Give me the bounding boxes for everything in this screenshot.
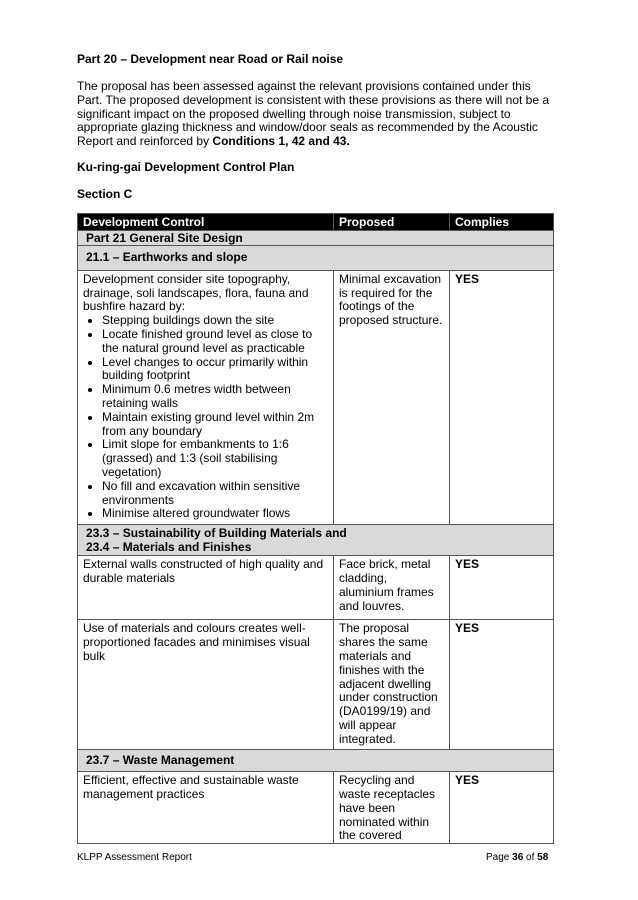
colours-complies-cell: YES	[450, 620, 554, 749]
header-proposed: Proposed	[334, 214, 450, 231]
list-item: • Locate finished ground level as close to the natural ground level as practicable	[102, 328, 328, 356]
list-item: • Maintain existing ground level within 2m from any boundary	[102, 411, 328, 439]
list-item: • Level changes to occur primarily within building footprint	[102, 356, 328, 384]
earthworks-bullet-list	[83, 314, 328, 521]
part-heading: Part 20 – Development near Road or Rail noise	[77, 52, 344, 66]
section-label-waste: 23.7 – Waste Management	[78, 749, 554, 772]
paragraph-conditions: Conditions 1, 42 and 43.	[212, 134, 350, 149]
list-item: • Minimise altered groundwater flows	[102, 507, 328, 521]
footer-page-word: Page	[486, 852, 510, 863]
earthworks-complies-cell: YES	[450, 270, 554, 524]
table-row-colours	[78, 620, 554, 749]
section-heading: Section C	[77, 187, 133, 201]
footer-of-word: of	[526, 852, 535, 863]
section-label-earthworks: 21.1 – Earthworks and slope	[78, 246, 554, 271]
table-row-walls	[78, 556, 554, 620]
earthworks-intro: Development consider site topography, drainage, soli landscapes, flora, fauna and bushfire hazard by:	[83, 271, 309, 314]
earthworks-proposed-cell: Minimal excavation is required for the footings of the proposed structure.	[334, 270, 450, 524]
section-label-materials-line1: 23.3 – Sustainability of Building Materials and	[86, 526, 347, 541]
list-item: • Minimum 0.6 metres width between retaining walls	[102, 383, 328, 411]
table-header-row	[78, 214, 554, 231]
footer-page-current: 36	[512, 852, 524, 863]
assessment-paragraph	[77, 80, 557, 149]
part-row-label: Part 21 General Site Design	[78, 231, 554, 246]
section-label-materials	[78, 525, 554, 556]
waste-proposed-cell: Recycling and waste receptacles have been nominated within the covered	[334, 772, 450, 844]
footer-page-total: 58	[537, 852, 549, 863]
colours-control-cell: Use of materials and colours creates well-proportioned facades and minimises visual bulk	[78, 620, 334, 749]
part-row	[78, 231, 554, 246]
section-row-materials	[78, 525, 554, 556]
header-complies: Complies	[450, 214, 554, 231]
list-item: • No fill and excavation within sensitive environments	[102, 480, 328, 508]
waste-control-cell: Efficient, effective and sustainable waste management practices	[78, 772, 334, 844]
section-row-earthworks	[78, 246, 554, 271]
footer-page-number	[486, 852, 548, 864]
section-row-waste	[78, 749, 554, 772]
list-item: • Stepping buildings down the site	[102, 314, 328, 328]
list-item: • Limit slope for embankments to 1:6 (grassed) and 1:3 (soil stabilising vegetation)	[102, 438, 328, 479]
table-row-earthworks	[78, 270, 554, 524]
waste-complies-cell: YES	[450, 772, 554, 844]
table-row-waste	[78, 772, 554, 844]
walls-proposed-cell: Face brick, metal cladding, aluminium frames and louvres.	[334, 556, 450, 620]
paragraph-text: The proposal has been assessed against the relevant provisions contained under this Part. The proposed development is consistent with these provisions as there will not be a significant impact on the proposed dwelling through noise transmission, subject to appropriate glazing thickness and window/door seals as recommended by the Acoustic Report and reinforced by	[77, 79, 550, 149]
footer-report-title: KLPP Assessment Report	[77, 852, 192, 863]
earthworks-control-cell	[78, 270, 334, 524]
walls-complies-cell: YES	[450, 556, 554, 620]
plan-heading: Ku-ring-gai Development Control Plan	[77, 160, 295, 174]
colours-proposed-cell: The proposal shares the same materials and finishes with the adjacent dwelling under construction (DA0199/19) and will appear integrated.	[334, 620, 450, 749]
section-label-materials-line2: 23.4 – Materials and Finishes	[86, 539, 252, 554]
walls-control-cell: External walls constructed of high quality and durable materials	[78, 556, 334, 620]
header-development-control: Development Control	[78, 214, 334, 231]
development-control-table	[77, 213, 554, 844]
